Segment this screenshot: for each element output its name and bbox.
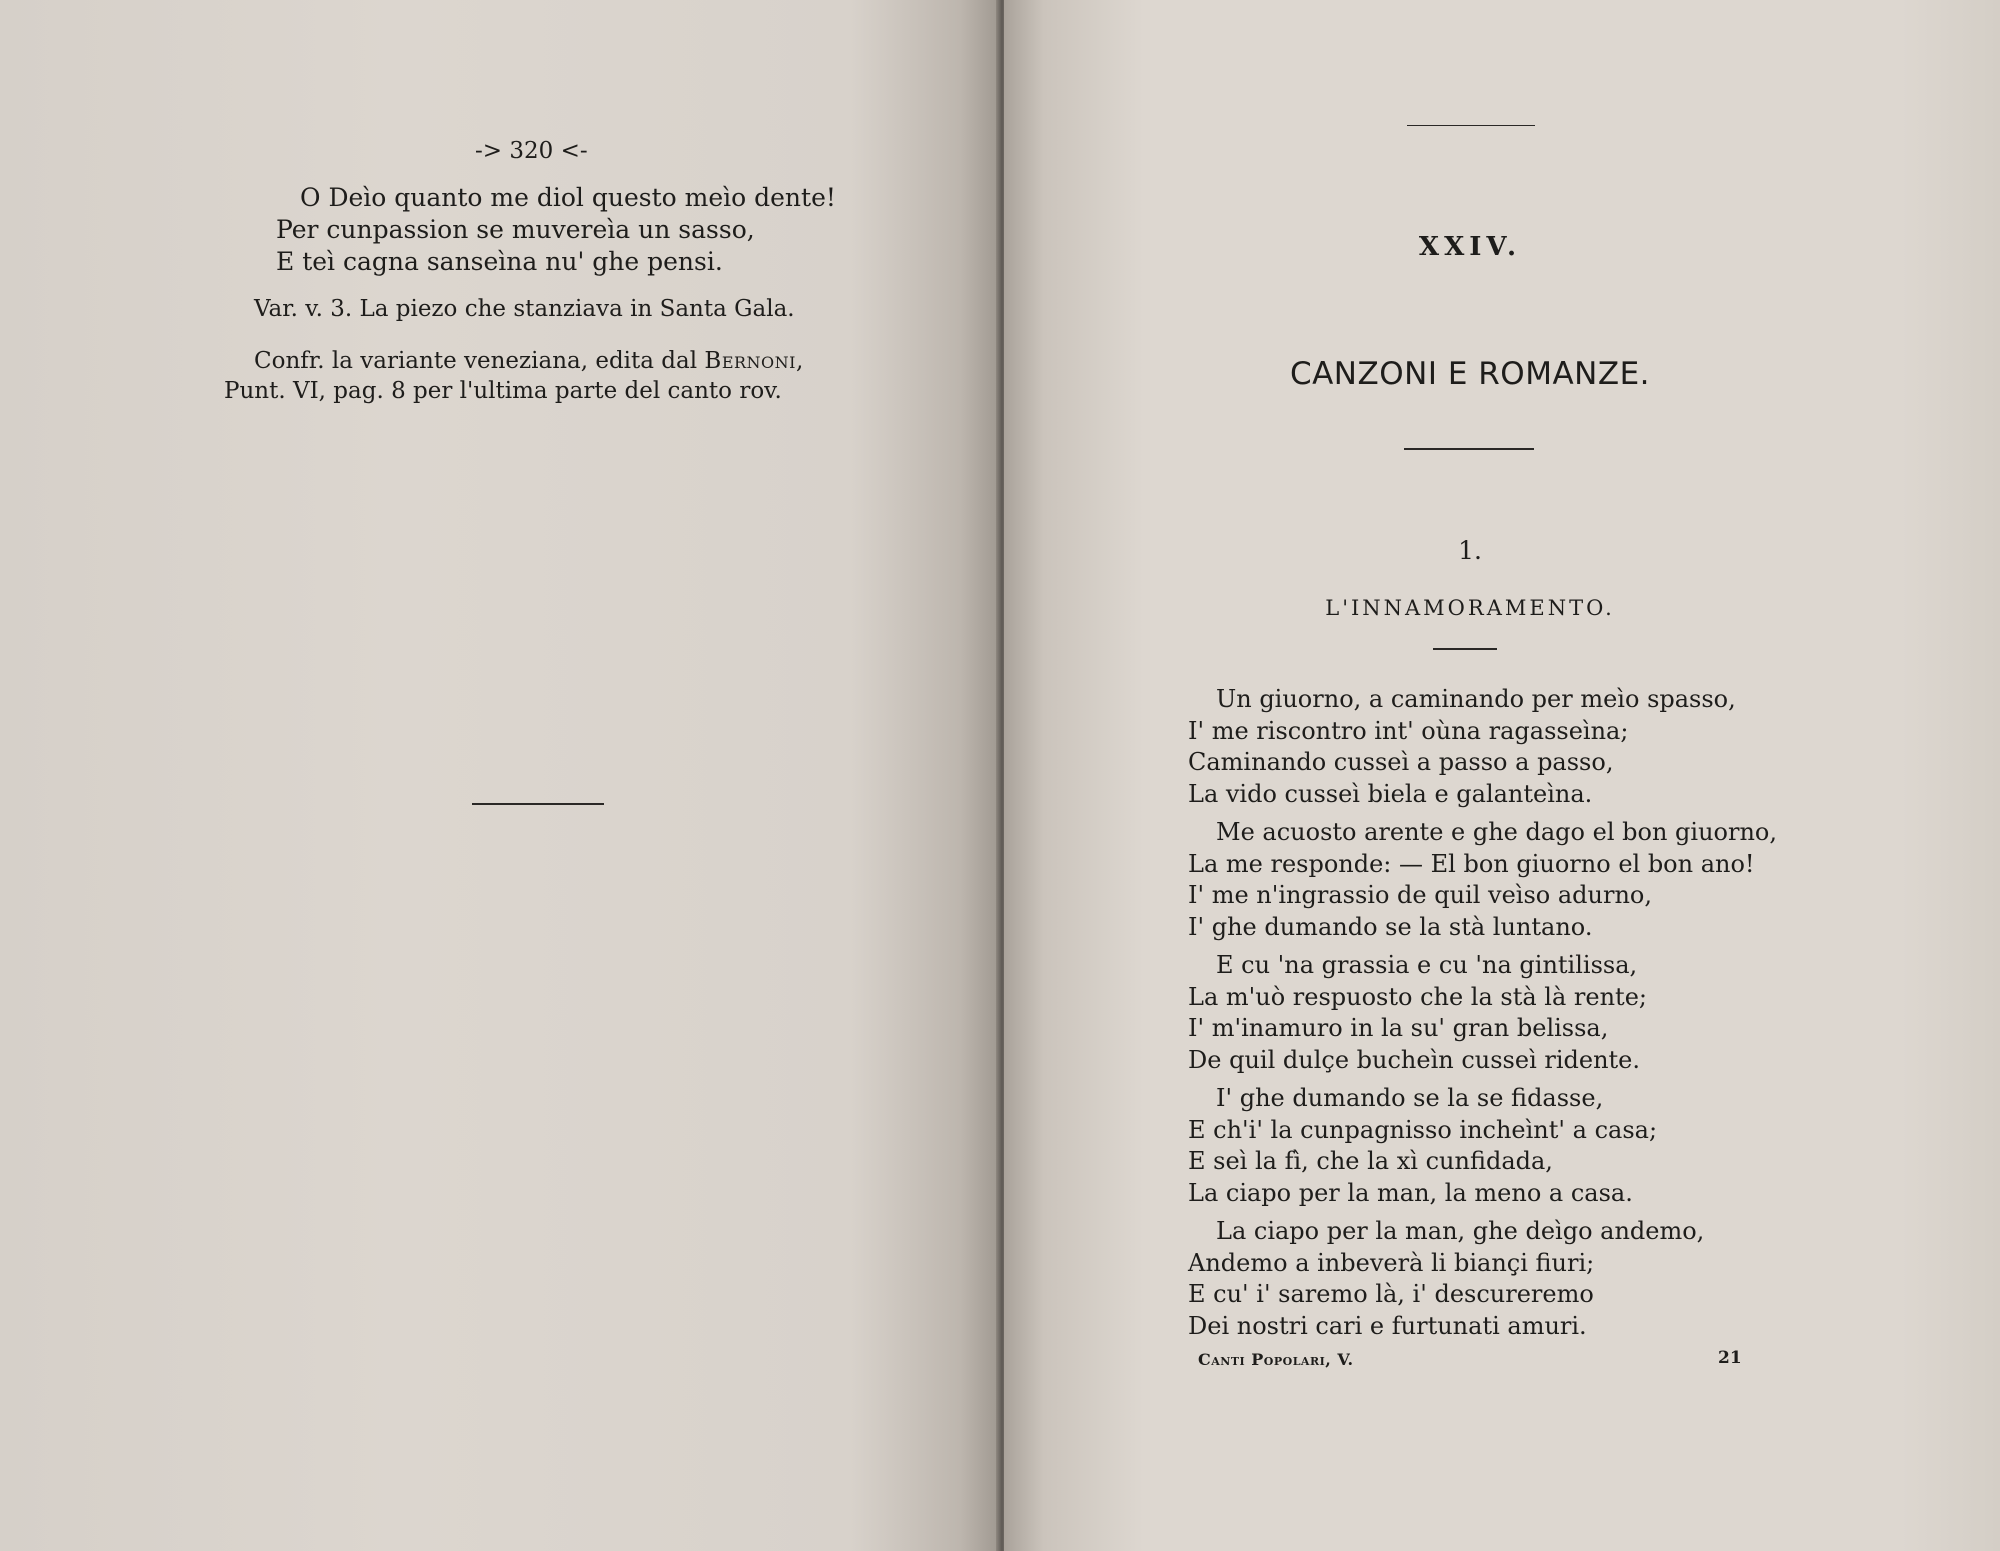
verse-line: E cu' i' saremo là, i' descureremo (1188, 1280, 1594, 1308)
confr-author: Bernoni, (704, 348, 804, 374)
stanza (1188, 1083, 1777, 1209)
confr-line-2: Punt. VI, pag. 8 per l'ultima parte del canto rov. (224, 378, 782, 404)
verse-line: I' m'inamuro in la su' gran belissa, (1188, 1014, 1609, 1042)
variant-note: Var. v. 3. La piezo che stanziava in Santa Gala. (254, 296, 795, 322)
page-number (475, 138, 588, 164)
verse-line: O Deìo quanto me diol questo meìo dente! (300, 183, 836, 212)
verse-line: I' ghe dumando se la stà luntano. (1188, 912, 1593, 941)
verse-line: La me responde: — El bon giuorno el bon ano! (1188, 849, 1755, 878)
poem-body (1188, 684, 1777, 1349)
verse-line: Dei nostri cari e furtunati amuri. (1188, 1311, 1587, 1340)
stanza (1188, 684, 1777, 810)
title-rule (1404, 448, 1534, 450)
verse-line: I' me riscontro int' oùna ragasseìna; (1188, 716, 1629, 745)
verse-line: Caminando cusseì a passo a passo, (1188, 748, 1614, 776)
verse-line: Andemo a inbeverà li bianç̧i fiuri; (1188, 1248, 1595, 1277)
verse-line: Per cunpassion se muvereìa un sasso, (276, 215, 755, 244)
left-verse (276, 182, 836, 278)
stanza (1188, 1216, 1777, 1342)
section-title: CANZONI E ROMANZE. (1289, 356, 1651, 392)
header-rule (1407, 125, 1535, 126)
verse-line: La ciapo per la man, la meno a casa. (1188, 1178, 1633, 1207)
footer-number: 21 (1718, 1348, 1742, 1368)
verse-line: La vido cusseì biela e galanteìna. (1188, 779, 1593, 808)
verse-line: E cu 'na grassia e cu 'na gintilissa, (1216, 951, 1638, 979)
folio-ornament-left: -> (475, 138, 510, 164)
verse-line: I' ghe dumando se la se fidasse, (1216, 1084, 1604, 1112)
stanza (1188, 817, 1777, 943)
verse-line: I' me n'ingrassio de quil veìso adurno, (1188, 881, 1652, 909)
verse-line: E seì la fì, che la xì cunfidada, (1188, 1147, 1553, 1175)
section-divider (472, 803, 604, 805)
chapter-number: XXIV. (1418, 232, 1522, 262)
verse-line: La m'uò respuosto che la stà là rente; (1188, 982, 1647, 1011)
verse-line: Me acuosto arente e ghe dago el bon giuorno, (1216, 818, 1777, 846)
confr-line-1 (224, 346, 804, 376)
confr-line-1-text: Confr. la variante veneziana, edita dal (254, 348, 705, 374)
stanza (1188, 950, 1777, 1076)
verse-line: De quil dulçe bucheìn cusseì ridente. (1188, 1045, 1641, 1074)
verse-line: E ch'i' la cunpagnisso incheìnt' a casa; (1188, 1115, 1658, 1144)
verse-line: Un giuorno, a caminando per meìo spasso, (1216, 685, 1736, 713)
poem-number: 1. (1458, 536, 1482, 565)
verse-line: E teì cagna sanseìna nu' ghe pensi. (276, 247, 723, 276)
footer-signature: Canti Popolari, V. (1198, 1350, 1354, 1369)
poem-title: L'INNAMORAMENTO. (1325, 596, 1615, 620)
confr-note (224, 346, 804, 406)
poem-title-rule (1433, 648, 1497, 650)
folio-ornament-right: <- (553, 138, 588, 164)
verse-line: La ciapo per la man, ghe deìgo andemo, (1216, 1217, 1705, 1245)
page-number-text: 320 (509, 138, 554, 164)
